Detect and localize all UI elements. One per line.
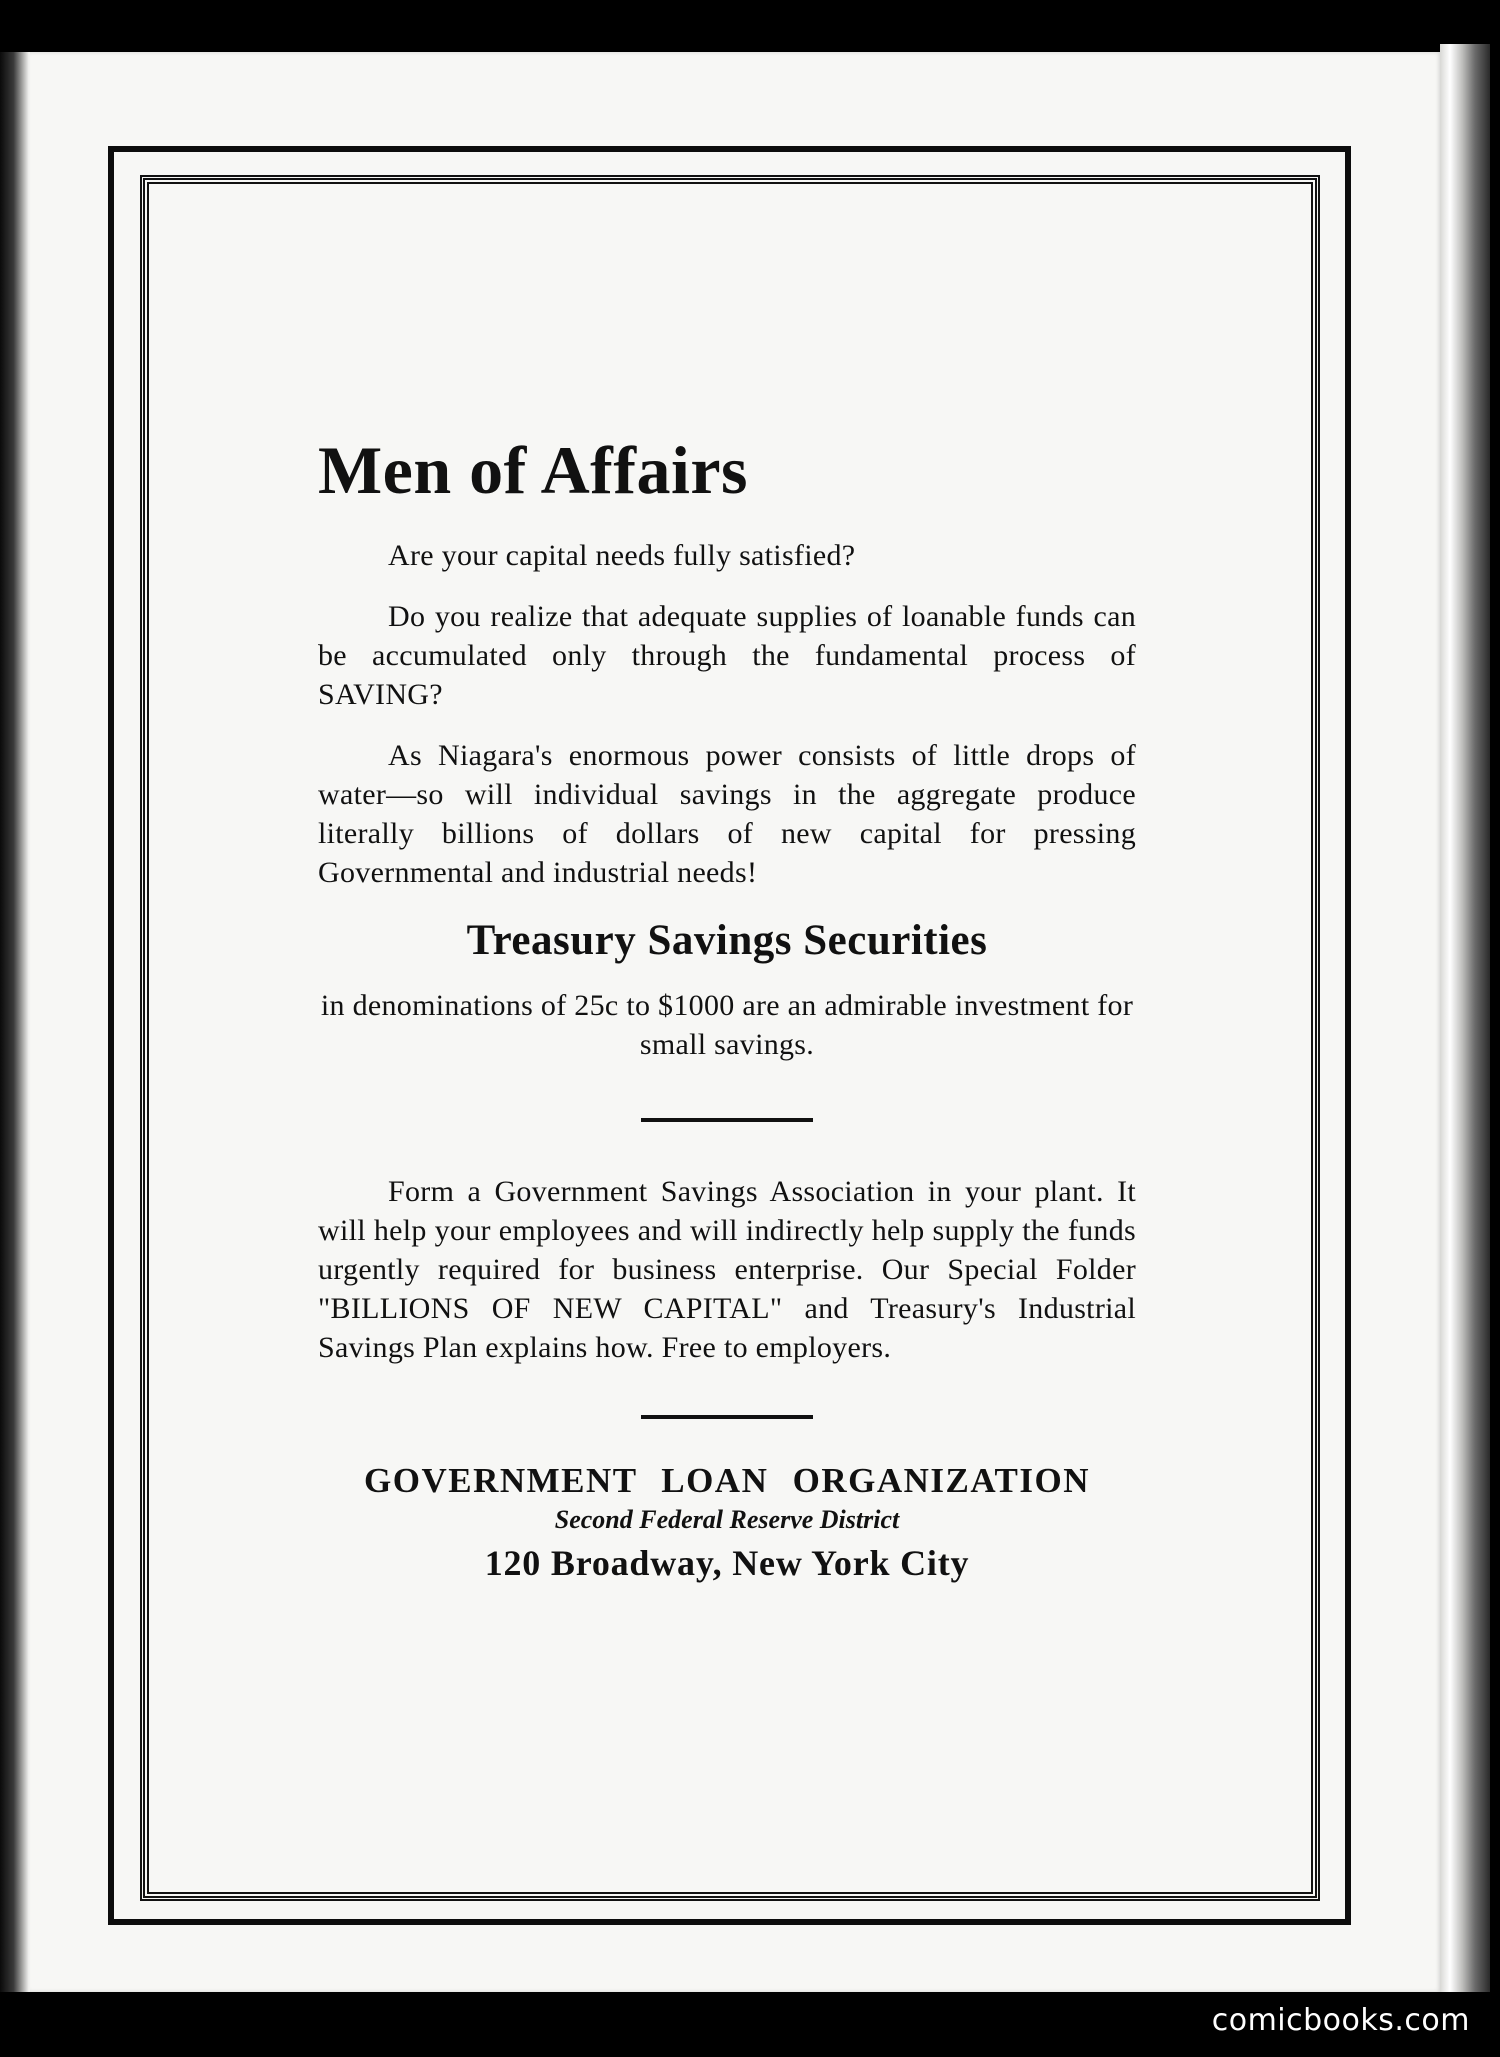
organization-name: GOVERNMENT LOAN ORGANIZATION [364,1461,1090,1500]
divider-rule [641,1118,813,1122]
capital-question: Are your capital needs fully satisfied? [388,539,856,572]
saving-paragraph: Do you realize that adequate supplies of loanable funds can be accumulated only through the fundamental process of SAVING? [318,600,1136,711]
headline: Men of Affairs [318,432,749,508]
association-paragraph: Form a Government Savings Association in your plant. It will help your employees and will indirectly help supply the funds urgently required for business enterprise. Our Special Folder "BILLIONS OF NEW CAPITAL" and Treasury's Industrial Savings Plan explains how. Free to employers. [318,1175,1136,1364]
securities-subhead: Treasury Savings Securities [466,917,988,964]
reserve-district: Second Federal Reserve District [554,1505,900,1534]
divider-rule [641,1415,813,1419]
niagara-paragraph: As Niagara's enormous power consists of little drops of water—so will individual savings in the aggregate produce literally billions of dollars of new capital for pressing Governmental and industrial needs! [318,739,1136,889]
source-watermark: comicbooks.com [1211,2003,1470,2038]
advertisement-body [318,428,1136,1585]
organization-address: 120 Broadway, New York City [484,1543,970,1583]
left-page-edge [0,52,34,1992]
denominations-text: in denominations of 25c to $1000 are an admirable investment for small savings. [320,989,1134,1061]
right-page-edge [1440,44,1490,1992]
